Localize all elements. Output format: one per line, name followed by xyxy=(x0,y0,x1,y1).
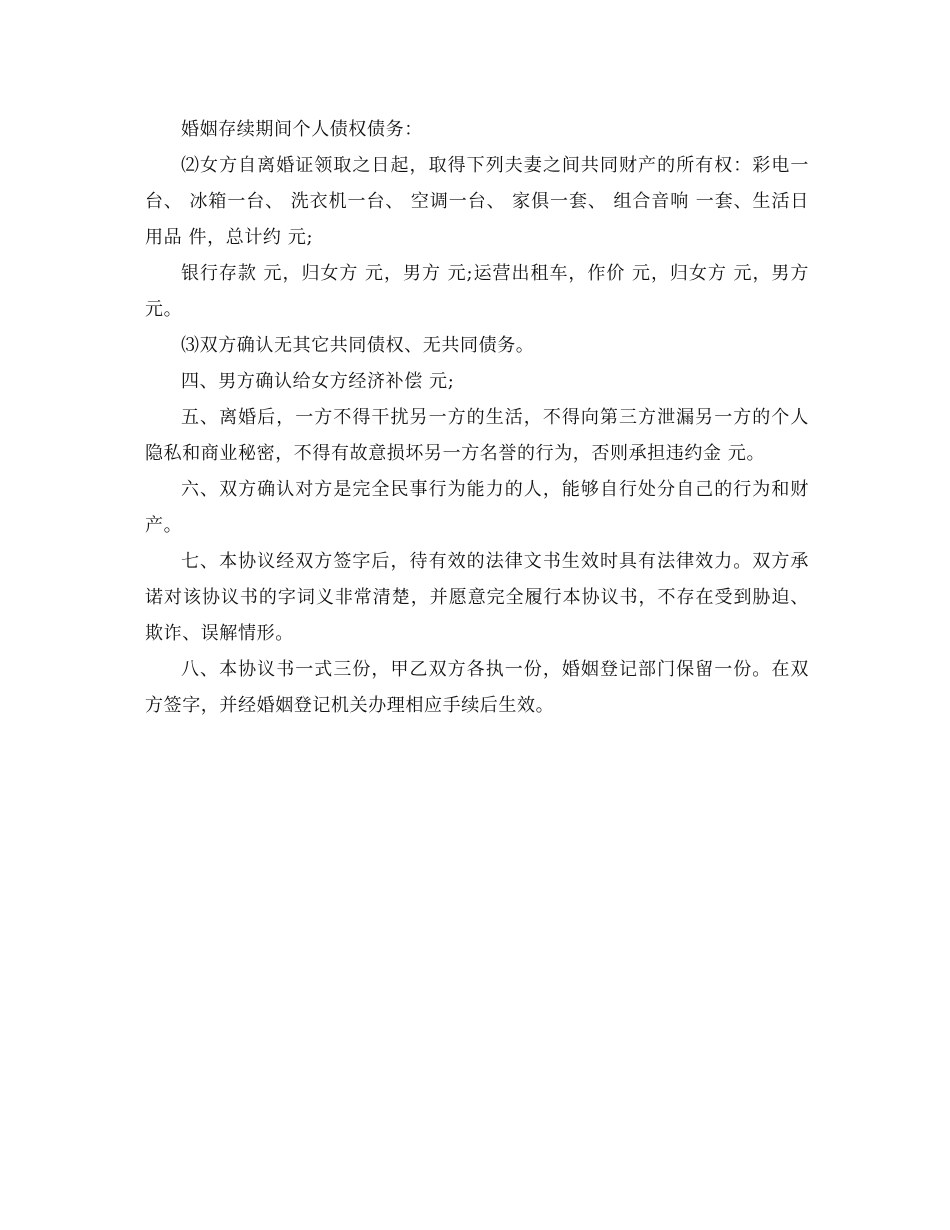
paragraph-joint-property-female: ⑵女方自离婚证领取之日起，取得下列夫妻之间共同财产的所有权：彩电一台、 冰箱一台、 洗衣机一台、 空调一台、 家俱一套、 组合音响 一套、生活日用品 件，总计约 元; xyxy=(145,155,809,248)
document-body xyxy=(145,112,809,724)
paragraph-copies-effective: 八、本协议书一式三份，甲乙双方各执一份，婚姻登记部门保留一份。在双方签字，并经婚姻登记机关办理相应手续后生效。 xyxy=(145,659,809,716)
paragraph-no-other-debts: ⑶双方确认无其它共同债权、无共同债务。 xyxy=(181,335,535,356)
paragraph-civil-capacity: 六、双方确认对方是完全民事行为能力的人，能够自行处分自己的行为和财产。 xyxy=(145,479,809,536)
paragraph-no-interference: 五、离婚后，一方不得干扰另一方的生活，不得向第三方泄漏另一方的个人隐私和商业秘密，不得有故意损坏另一方名誉的行为，否则承担违约金 元。 xyxy=(145,407,809,464)
paragraph-bank-deposit-taxi: 银行存款 元，归女方 元，男方 元;运营出租车，作价 元，归女方 元，男方 元。 xyxy=(145,263,809,320)
paragraph-economic-compensation: 四、男方确认给女方经济补偿 元; xyxy=(181,371,455,392)
paragraph-legal-effect: 七、本协议经双方签字后，待有效的法律文书生效时具有法律效力。双方承诺对该协议书的字词义非常清楚，并愿意完全履行本协议书，不存在受到胁迫、欺诈、误解情形。 xyxy=(145,551,809,644)
paragraph-personal-debts: 婚姻存续期间个人债权债务： xyxy=(181,119,423,140)
